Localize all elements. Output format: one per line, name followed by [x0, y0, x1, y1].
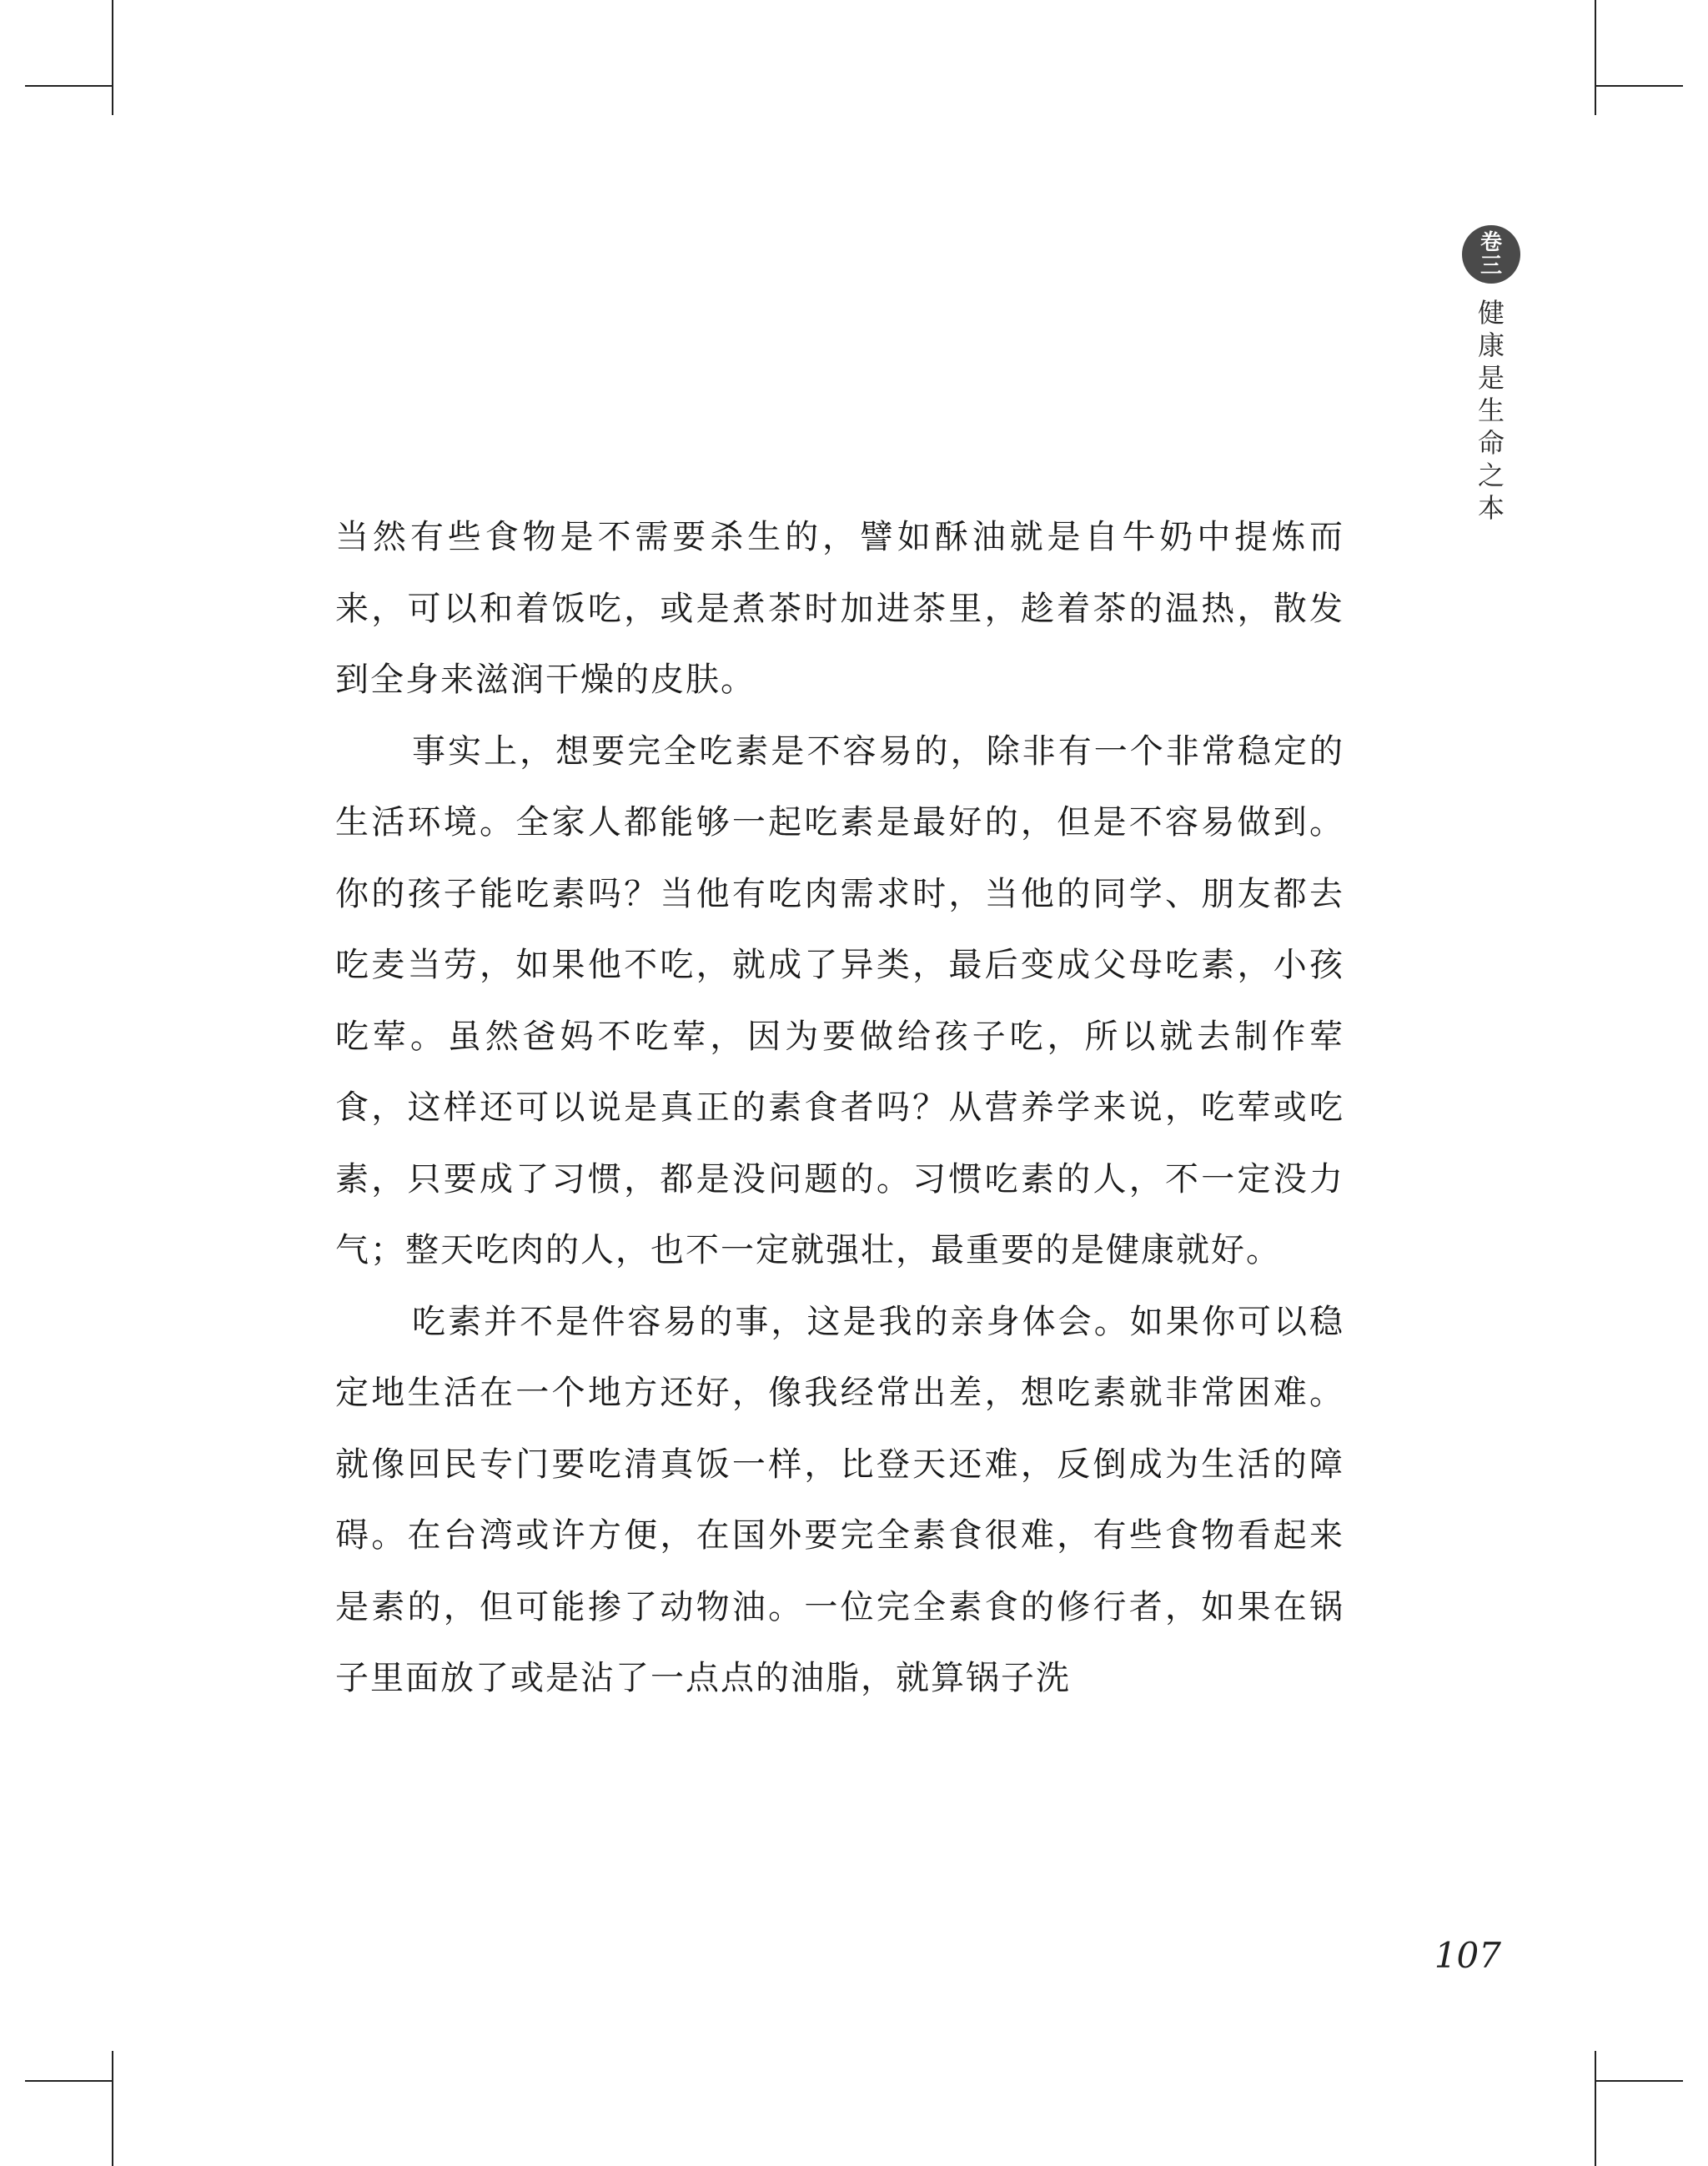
chapter-title-char: 健 [1477, 297, 1505, 329]
text-line: 吃素，小孩吃荤。虽然爸妈不吃荤，因为要做给孩子吃，所以 [335, 946, 1345, 1056]
text-line: 吃素并不是件容易的事，这是我的亲身体会。如果你可以 [412, 1302, 1309, 1341]
text-line: 朋友都去吃麦当劳，如果他不吃，就成了异类，最后变成父母 [335, 874, 1345, 984]
crop-mark-bottom-left-h [25, 2080, 112, 2082]
chapter-title-char: 之 [1477, 460, 1505, 491]
text-line: 人，不一定没力气；整天吃肉的人，也不一定就强壮，最重要 [335, 1159, 1345, 1269]
paragraph [335, 502, 1344, 716]
crop-mark-bottom-left-v [112, 2051, 113, 2166]
chapter-title-char: 是 [1477, 362, 1505, 394]
body-text [335, 502, 1344, 1715]
crop-mark-top-right-v [1595, 0, 1596, 115]
text-line: 者，如果在锅子里面放了或是沾了一点点的油脂，就算锅子洗 [335, 1587, 1344, 1697]
chapter-side-tab [1461, 225, 1521, 525]
text-line: 稳定地生活在一个地方还好，像我经常出差，想吃素就非常困 [335, 1302, 1344, 1412]
crop-mark-top-left-h [25, 85, 112, 87]
text-line: 定的生活环境。全家人都能够一起吃素是最好的，但是不容易 [335, 731, 1345, 842]
paragraph [335, 716, 1344, 1287]
paragraph [335, 1287, 1344, 1715]
text-line: 说，吃荤或吃素，只要成了习惯，都是没问题的。习惯吃素的 [335, 1088, 1344, 1199]
text-line: 的是健康就好。 [1036, 1231, 1281, 1269]
text-line: 发到全身来滋润干燥的皮肤。 [335, 589, 1344, 699]
page-number: 107 [1434, 1935, 1501, 1976]
chapter-title-vertical [1478, 297, 1505, 525]
crop-mark-bottom-right-h [1596, 2080, 1683, 2082]
volume-char: 三 [1479, 254, 1502, 279]
text-line: 事实上，想要完全吃素是不容易的，除非有一个非常稳 [412, 731, 1273, 771]
chapter-title-char: 命 [1477, 427, 1505, 459]
crop-mark-bottom-right-v [1595, 2051, 1596, 2166]
text-line: 做到。你的孩子能吃素吗？当他有吃肉需求时，当他的同学、 [335, 803, 1345, 913]
crop-mark-top-left-v [112, 0, 113, 115]
chapter-title-char: 本 [1477, 492, 1505, 524]
text-line: 难。就像回民专门要吃清真饭一样，比登天还难，反倒成为生 [335, 1374, 1345, 1484]
text-line: 活的障碍。在台湾或许方便，在国外要完全素食很难，有些食 [335, 1445, 1345, 1555]
chapter-title-char: 生 [1477, 395, 1505, 426]
volume-char: 卷 [1479, 230, 1502, 255]
text-line: 当然有些食物是不需要杀生的，譬如酥油就是自牛奶中提炼而 [335, 518, 1344, 556]
chapter-title-char: 康 [1477, 329, 1505, 361]
text-line: 物看起来是素的，但可能掺了动物油。一位完全素食的修行 [335, 1516, 1345, 1626]
volume-badge [1462, 225, 1520, 284]
text-line: 就去制作荤食，这样还可以说是真正的素食者吗？从营养学来 [335, 1017, 1345, 1127]
text-line: 来，可以和着饭吃，或是煮茶时加进茶里，趁着茶的温热，散 [335, 589, 1309, 628]
crop-mark-top-right-h [1596, 85, 1683, 87]
